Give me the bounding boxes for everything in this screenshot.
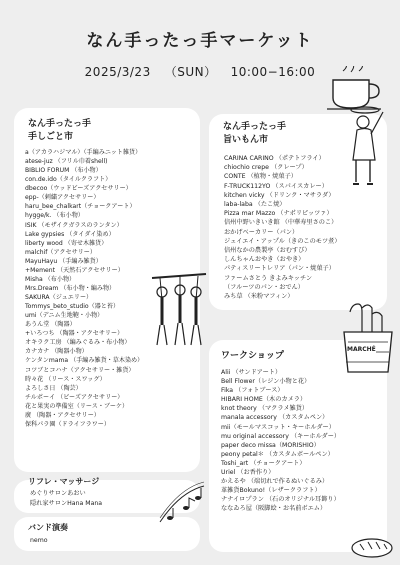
craft-vendor-item: 保科パラ園（ドライフラワー） — [25, 420, 110, 428]
craft-vendor-item: Lake gypsies （タイダイ染め） — [25, 230, 115, 238]
workshop-vendor-item: Alii （サンドアート） — [221, 369, 282, 376]
marche-basket-illustration — [340, 302, 396, 382]
craft-vendor-item: umi（デニム生地鞄・小物） — [25, 312, 104, 320]
craft-vendor-item: 廣 （陶器・アクセサリー） — [25, 411, 100, 419]
workshop-vendor-item: mii（モールマスコット・キーホルダー） — [221, 423, 335, 431]
workshop-vendor-item: 革雑貨Bokuno!（レザークラフト） — [221, 487, 321, 495]
food-vendor-item: laba-laba （たこ焼） — [224, 201, 286, 209]
food-vendor-item: しんちゃんおやき（おやき） — [224, 256, 305, 264]
food-vendor-item: CARINA CARINO （ポテトフライ） — [224, 155, 325, 162]
waiter-illustration — [343, 100, 389, 200]
reflexology-vendor-item: めぐりサロンあおい — [30, 490, 86, 497]
craft-vendor-item: con.de.ido（タイルクラフト） — [25, 176, 112, 184]
workshop-vendor-item: Uriel （お香作り） — [221, 469, 275, 477]
food-vendor-item: おかげベーカリー（パン） — [224, 228, 299, 236]
music-notes-icon — [156, 478, 208, 528]
craft-vendor-item: チルボーイ （ビーズアクセサリー） — [25, 393, 124, 401]
craft-vendor-item: ケンタンmama （手編み雑貨・草木染め） — [25, 357, 144, 365]
craft-vendor-item: SAKURA（ジュエリー） — [25, 294, 93, 301]
workshop-vendor-item: Fika （フォトブース） — [221, 387, 284, 395]
basket-sign: MARCHÉ — [347, 346, 376, 353]
craft-vendor-item: epp-（刺繍アクセサリー） — [25, 194, 100, 202]
craft-vendor-item: hygge/k. （布小物） — [25, 212, 84, 220]
workshop-vendor-item: paper deco missa（MORISHIO） — [221, 441, 320, 449]
craft-vendor-item: カナカナ （陶器小物） — [25, 348, 88, 356]
people-carrying-illustration — [150, 270, 208, 352]
workshop-section-title: ワークショップ — [221, 351, 284, 361]
reflexology-vendor-list — [30, 489, 102, 508]
craft-vendor-item: ISIK （モザイクガラスのランタン） — [25, 221, 123, 229]
craft-vendor-item: あうん堂 （陶器） — [25, 321, 76, 329]
craft-vendor-item: MayuHayu （手編み雑貨） — [25, 257, 102, 265]
band-section-title: バンド演奏 — [28, 523, 68, 532]
food-vendor-item: 信州なかの農製亭（おむすび） — [224, 247, 311, 255]
food-section-title: なん手ったっ手 旨いもん市 — [223, 122, 287, 145]
workshop-vendor-item: Bell Flower（レジン小物と花） — [221, 378, 311, 386]
food-vendor-item: F-TRUCK112YO （スパイスカレー） — [224, 182, 328, 190]
craft-vendor-item: BIBLIO FORUM （布小物） — [25, 167, 102, 175]
event-time: 10:00−16:00 — [230, 65, 316, 79]
band-performer-list — [30, 536, 48, 546]
event-day: （SUN） — [164, 65, 217, 79]
craft-vendor-item: liberty wood （寄せ木雑貨） — [25, 239, 108, 247]
workshop-vendor-item: peony petal＊ （カスタムボールペン） — [221, 450, 334, 458]
food-vendor-item: ファームさとう きよみキッチン — [224, 274, 313, 282]
workshop-vendor-item: Toshi_art （チョークアート） — [221, 459, 306, 467]
workshop-vendor-item: manala accessory （カスタムペン） — [221, 414, 329, 422]
food-vendor-item: 信州中野いきいき館 （中華寿里さのこ） — [224, 219, 338, 227]
food-vendor-item: みち草 （米粉マフィン） — [224, 293, 294, 301]
workshop-vendor-list — [221, 368, 340, 514]
craft-vendor-item: Misha （布小物） — [25, 275, 76, 283]
workshop-vendor-item: ななゐろ屋（阪脚絵・お名前ボエム） — [221, 505, 327, 513]
reflexology-section-title: リフレ・マッサージ — [28, 477, 100, 486]
craft-vendor-item: malchif（アクセサリー） — [25, 248, 96, 256]
craft-vendor-item: よろしさ日 （陶芸） — [25, 384, 82, 392]
craft-vendor-item: Mrs.Dream （布小物・編み物） — [25, 284, 116, 292]
craft-section-title: なん手ったっ手 手しごと市 — [28, 119, 92, 142]
food-vendor-list — [224, 154, 341, 301]
craft-vendor-item: atese-juz （フリル巾着shell) — [25, 158, 108, 166]
craft-vendor-item: a（アカラハジマル）（手編みニット雑貨） — [25, 149, 142, 156]
bread-illustration — [350, 528, 394, 560]
food-vendor-item: chiochio crepe （クレープ） — [224, 164, 308, 172]
workshop-vendor-item: かえるや （端切れで作るぬいぐるみ） — [221, 478, 329, 486]
poster-title: なん手ったっ手マーケット — [86, 31, 314, 51]
event-date: 2025/3/23 — [84, 65, 151, 79]
craft-vendor-item: dbecoo（ウッドビーズアクセサリー） — [25, 185, 132, 193]
food-vendor-item: ジェイエイ・アップル（きのこのモツ煮） — [224, 237, 341, 245]
craft-vendor-item: 花と果実の準備室（リース・ブーケ） — [25, 402, 129, 410]
food-vendor-item: パティスリートレリア（パン・焼菓子） — [224, 265, 335, 273]
workshop-vendor-item: mu original accessory （キーホルダー） — [221, 432, 341, 440]
food-vendor-item: Pizza mar Mazzo （ナポリピッツァ） — [224, 210, 333, 218]
craft-vendor-item: +Mement （天然石アクセサリー） — [25, 266, 124, 274]
food-vendor-item: kitchen vicky （ドリンク・マサラダ） — [224, 191, 335, 199]
reflexology-vendor-item: 隠れ家サロンHana Mana — [30, 499, 103, 507]
craft-vendor-list — [25, 148, 143, 429]
food-vendor-item: CONTE （植物・焼菓子） — [224, 173, 297, 181]
workshop-vendor-item: ナナイロプラン （石のオリジナル耳飾り） — [221, 496, 340, 504]
craft-vendor-item: 時々花 （リース・スワッグ） — [25, 375, 106, 383]
craft-vendor-item: haru_bee_chalkart（チョークアート） — [25, 203, 136, 211]
craft-vendor-item: Tommys_beto_studio（器と苔） — [25, 303, 120, 311]
craft-vendor-item: +いろつち （陶器・アクセサリー） — [25, 330, 124, 338]
workshop-vendor-item: knot theory （マクラメ雑貨） — [221, 405, 309, 413]
food-vendor-item: （フルーツのパン・おでん） — [224, 283, 304, 291]
band-performer-item: nemo — [30, 537, 48, 544]
craft-vendor-item: オキラク工房 （編みぐるみ・布小物） — [25, 339, 131, 347]
craft-vendor-item: コツブとコハナ（アクセサリー・雑貨） — [25, 366, 135, 374]
workshop-vendor-item: HIBARI HOME（木のカメラ） — [221, 396, 307, 404]
